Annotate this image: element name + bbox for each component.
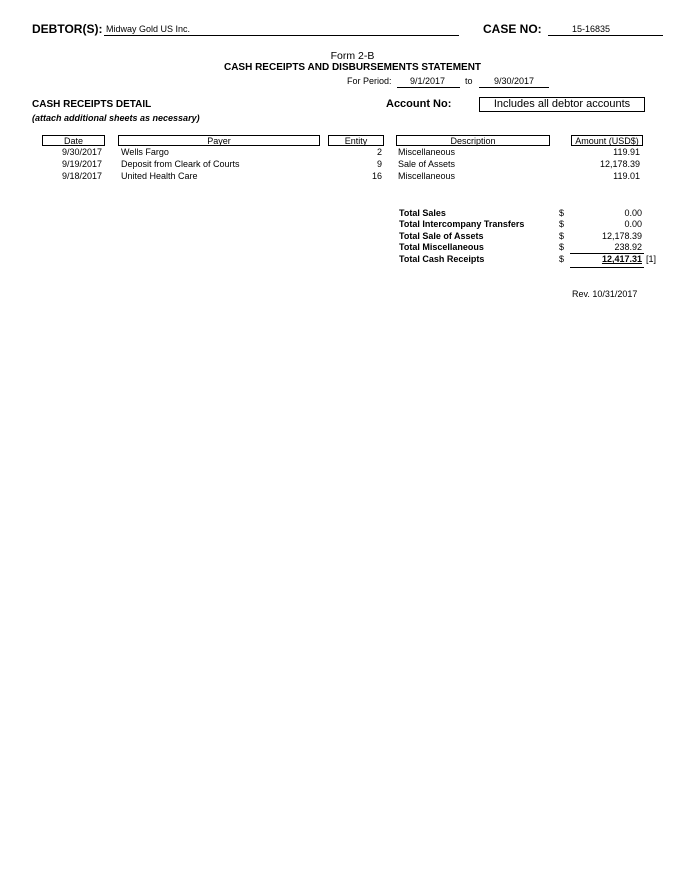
debtor-underline [104, 35, 459, 36]
total-sale-of-assets-currency: $ [559, 231, 565, 241]
total-intercompany-label: Total Intercompany Transfers [399, 219, 525, 229]
total-sale-of-assets-label: Total Sale of Assets [399, 231, 484, 241]
period-label: For Period: [347, 76, 392, 86]
row-payer: Wells Fargo [121, 147, 169, 157]
total-sales-label: Total Sales [399, 208, 446, 218]
form-title: CASH RECEIPTS AND DISBURSEMENTS STATEMENT [223, 62, 482, 73]
period-end: 9/30/2017 [494, 76, 535, 86]
period-start-underline [397, 87, 460, 88]
debtor-value: Midway Gold US Inc. [106, 24, 191, 34]
total-sale-of-assets-amount: 12,178.39 [601, 231, 642, 241]
row-date: 9/19/2017 [61, 159, 102, 169]
total-cash-receipts-amount: 12,417.31 [601, 254, 642, 264]
total-miscellaneous-amount: 238.92 [614, 242, 642, 252]
row-amount: 119.01 [613, 171, 640, 181]
row-description: Miscellaneous [398, 147, 456, 157]
total-cash-receipts-currency: $ [559, 254, 565, 264]
row-description: Sale of Assets [398, 159, 456, 169]
total-miscellaneous-currency: $ [559, 242, 565, 252]
total-miscellaneous-label: Total Miscellaneous [399, 242, 484, 252]
row-amount: 12,178.39 [599, 159, 640, 169]
total-sales-currency: $ [559, 208, 565, 218]
period-start: 9/1/2017 [410, 76, 446, 86]
case-underline [548, 35, 663, 36]
row-amount: 119.91 [613, 147, 640, 157]
row-date: 9/30/2017 [61, 147, 102, 157]
column-header-date: Date [42, 135, 105, 146]
row-payer: United Health Care [121, 171, 198, 181]
totals-double-rule [570, 267, 644, 268]
column-header-amount: Amount (USD$) [571, 135, 643, 146]
account-label: Account No: [386, 98, 452, 110]
column-header-description: Description [396, 135, 550, 146]
total-intercompany-currency: $ [559, 219, 565, 229]
total-cash-receipts-label: Total Cash Receipts [399, 254, 485, 264]
row-description: Miscellaneous [398, 171, 456, 181]
footnote-marker: [1] [646, 254, 657, 264]
row-payer: Deposit from Cleark of Courts [121, 159, 240, 169]
row-entity: 9 [376, 159, 382, 169]
section-note: (attach additional sheets as necessary) [32, 113, 200, 123]
total-intercompany-amount: 0.00 [624, 219, 642, 229]
period-end-underline [479, 87, 549, 88]
column-header-entity: Entity [328, 135, 384, 146]
row-entity: 2 [376, 147, 382, 157]
revision-text: Rev. 10/31/2017 [572, 289, 638, 299]
period-to: to [465, 76, 473, 86]
column-header-payer: Payer [118, 135, 320, 146]
form-number: Form 2-B [330, 50, 375, 62]
case-label: CASE NO: [483, 22, 542, 36]
section-heading: CASH RECEIPTS DETAIL [32, 99, 152, 110]
row-date: 9/18/2017 [61, 171, 102, 181]
total-sales-amount: 0.00 [624, 208, 642, 218]
account-value-box: Includes all debtor accounts [479, 97, 645, 112]
debtor-label: DEBTOR(S): [32, 22, 103, 36]
case-value: 15-16835 [572, 24, 611, 34]
row-entity: 16 [371, 171, 382, 181]
